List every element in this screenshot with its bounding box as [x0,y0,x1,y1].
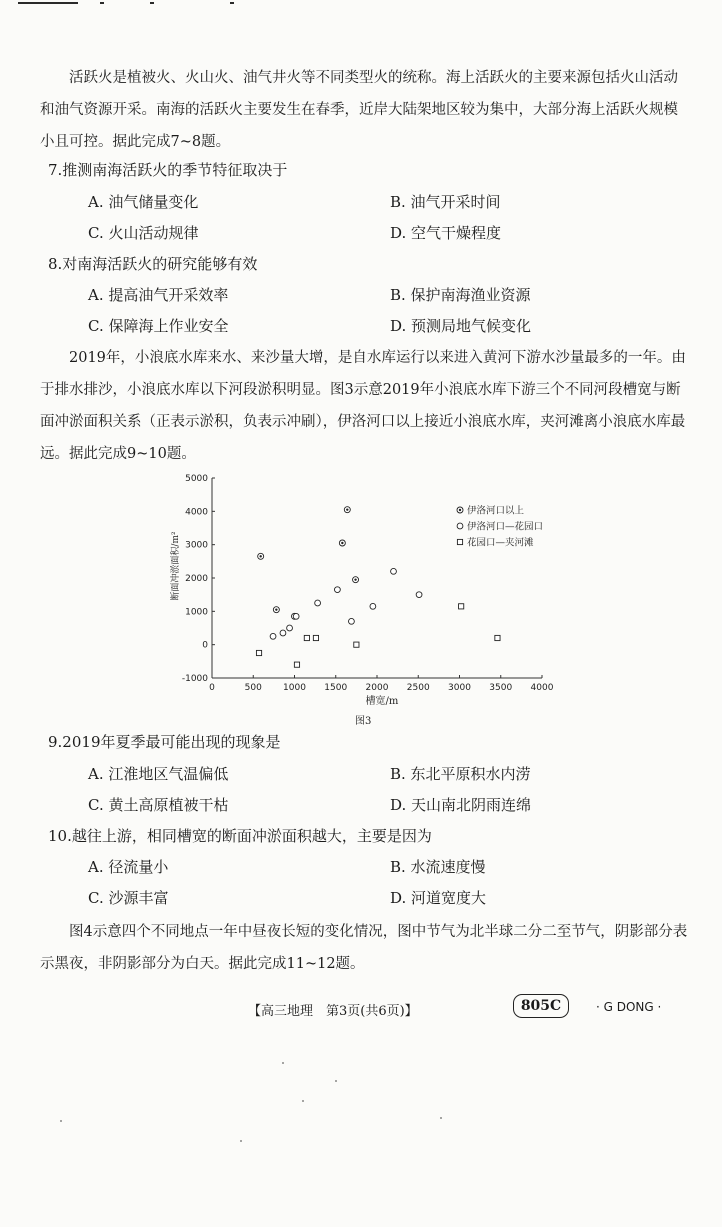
y-tick-label: 5000 [185,474,208,484]
x-axis-label: 槽宽/m [365,696,399,707]
x-tick-label: 2500 [406,683,430,693]
series-2-point [349,618,355,624]
scan-speck [302,1100,304,1102]
legend-marker-3 [457,539,462,544]
series-1-point-center [341,542,343,544]
series-3-point [294,662,299,667]
x-tick-label: 3500 [489,683,513,693]
series-2-point [293,613,299,619]
series-1-point-center [354,578,356,580]
question-7-stem: 7.推测南海活跃火的季节特征取决于 [48,161,288,179]
page-footer-course: 【高三地理 第3页(共6页)】 [248,1004,418,1019]
x-tick-label: 2000 [365,683,389,693]
exam-code-badge: 805C [513,994,569,1018]
passage-xiaolangdi: 2019年，小浪底水库来水、来沙量大增，是自水库运行以来进入黄河下游水沙量最多的一年。由于排水排沙，小浪底水库以下河段淤积明显。图3示意2019年小浪底水库下游三个不同河段槽宽与断面冲淤面积关系（正表示淤积，负表示冲刷），伊洛河口以上接近小浪底水库，夹河滩离小浪底水库最远。据此完成9~10题。 [40,350,686,462]
q9-option-a: A. 江淮地区气温偏低 [88,765,229,783]
figure-3-caption: 图3 [355,716,372,727]
scan-speck [60,1120,62,1122]
q7-option-d: D. 空气干燥程度 [390,224,502,242]
series-3-point [304,635,309,640]
q8-option-c: C. 保障海上作业安全 [88,317,229,335]
scan-speck [282,1062,284,1064]
series-2-point [391,568,397,574]
series-2-point [280,630,286,636]
series-3-point [313,635,318,640]
legend-label-2: 伊洛河口—花园口 [467,521,544,533]
question-8-stem: 8.对南海活跃火的研究能够有效 [48,255,258,273]
series-1-point-center [259,555,261,557]
legend-marker-2 [457,523,463,529]
x-tick-label: 0 [209,683,215,693]
q10-option-c: C. 沙源丰富 [88,889,169,907]
q9-option-c: C. 黄土高原植被干枯 [88,796,229,814]
x-tick-label: 1500 [324,683,348,693]
q8-option-b: B. 保护南海渔业资源 [390,286,531,304]
y-tick-label: 4000 [185,507,208,518]
scan-speck [240,1140,242,1142]
y-tick-label: 0 [202,640,208,651]
x-tick-label: 500 [244,683,262,693]
q7-option-a: A. 油气储量变化 [88,193,199,211]
series-2-point [315,600,321,606]
series-3-point [495,635,500,640]
scan-speck [440,1117,442,1119]
y-axis-label: 断面冲淤面积/m² [171,531,181,601]
footer-brand: · G DONG · [596,1000,662,1014]
series-1-point-center [275,608,277,610]
figure-3-scatter-chart [150,468,570,707]
series-3-point [256,650,261,655]
x-tick-label: 1000 [283,683,306,693]
q10-option-a: A. 径流量小 [88,858,169,876]
series-3-point [459,604,464,609]
passage-active-fire: 活跃火是植被火、火山火、油气井火等不同类型火的统称。海上活跃火的主要来源包括火山活动和油气资源开采。南海的活跃火主要发生在春季，近岸大陆架地区较为集中，大部分海上活跃火规模小且可控。据此完成7~8题。 [40,70,678,150]
passage-day-night: 图4示意四个不同地点一年中昼夜长短的变化情况，图中节气为北半球二分二至节气，阴影部分表示黑夜，非阴影部分为白天。据此完成11~12题。 [40,924,688,972]
q7-option-c: C. 火山活动规律 [88,224,199,242]
q7-option-b: B. 油气开采时间 [390,193,501,211]
y-tick-label: 3000 [185,540,208,551]
q8-option-a: A. 提高油气开采效率 [88,286,229,304]
x-tick-label: 3000 [448,683,471,693]
question-10-stem: 10.越往上游，相同槽宽的断面冲淤面积越大，主要是因为 [48,827,432,845]
q9-option-d: D. 天山南北阴雨连绵 [390,796,532,814]
series-1-point-center [346,508,348,510]
scan-speck [335,1080,337,1082]
legend-label-3: 花园口—夹河滩 [467,537,534,549]
legend-label-1: 伊洛河口以上 [467,505,525,517]
question-9-stem: 9.2019年夏季最可能出现的现象是 [48,733,281,751]
series-3-point [354,642,359,647]
series-2-point [270,633,276,639]
series-2-point [416,592,422,598]
scan-top-edge [0,0,722,14]
legend-marker-1-center [459,509,461,511]
y-tick-label: 1000 [185,607,208,618]
x-tick-label: 4000 [530,683,554,693]
y-tick-label: -1000 [181,674,208,684]
series-2-point [370,603,376,609]
series-2-point [335,587,341,593]
series-2-point [287,625,293,631]
q10-option-d: D. 河道宽度大 [390,889,487,907]
q10-option-b: B. 水流速度慢 [390,858,486,876]
q9-option-b: B. 东北平原积水内涝 [390,765,531,783]
y-tick-label: 2000 [185,574,208,584]
q8-option-d: D. 预测局地气候变化 [390,317,532,335]
